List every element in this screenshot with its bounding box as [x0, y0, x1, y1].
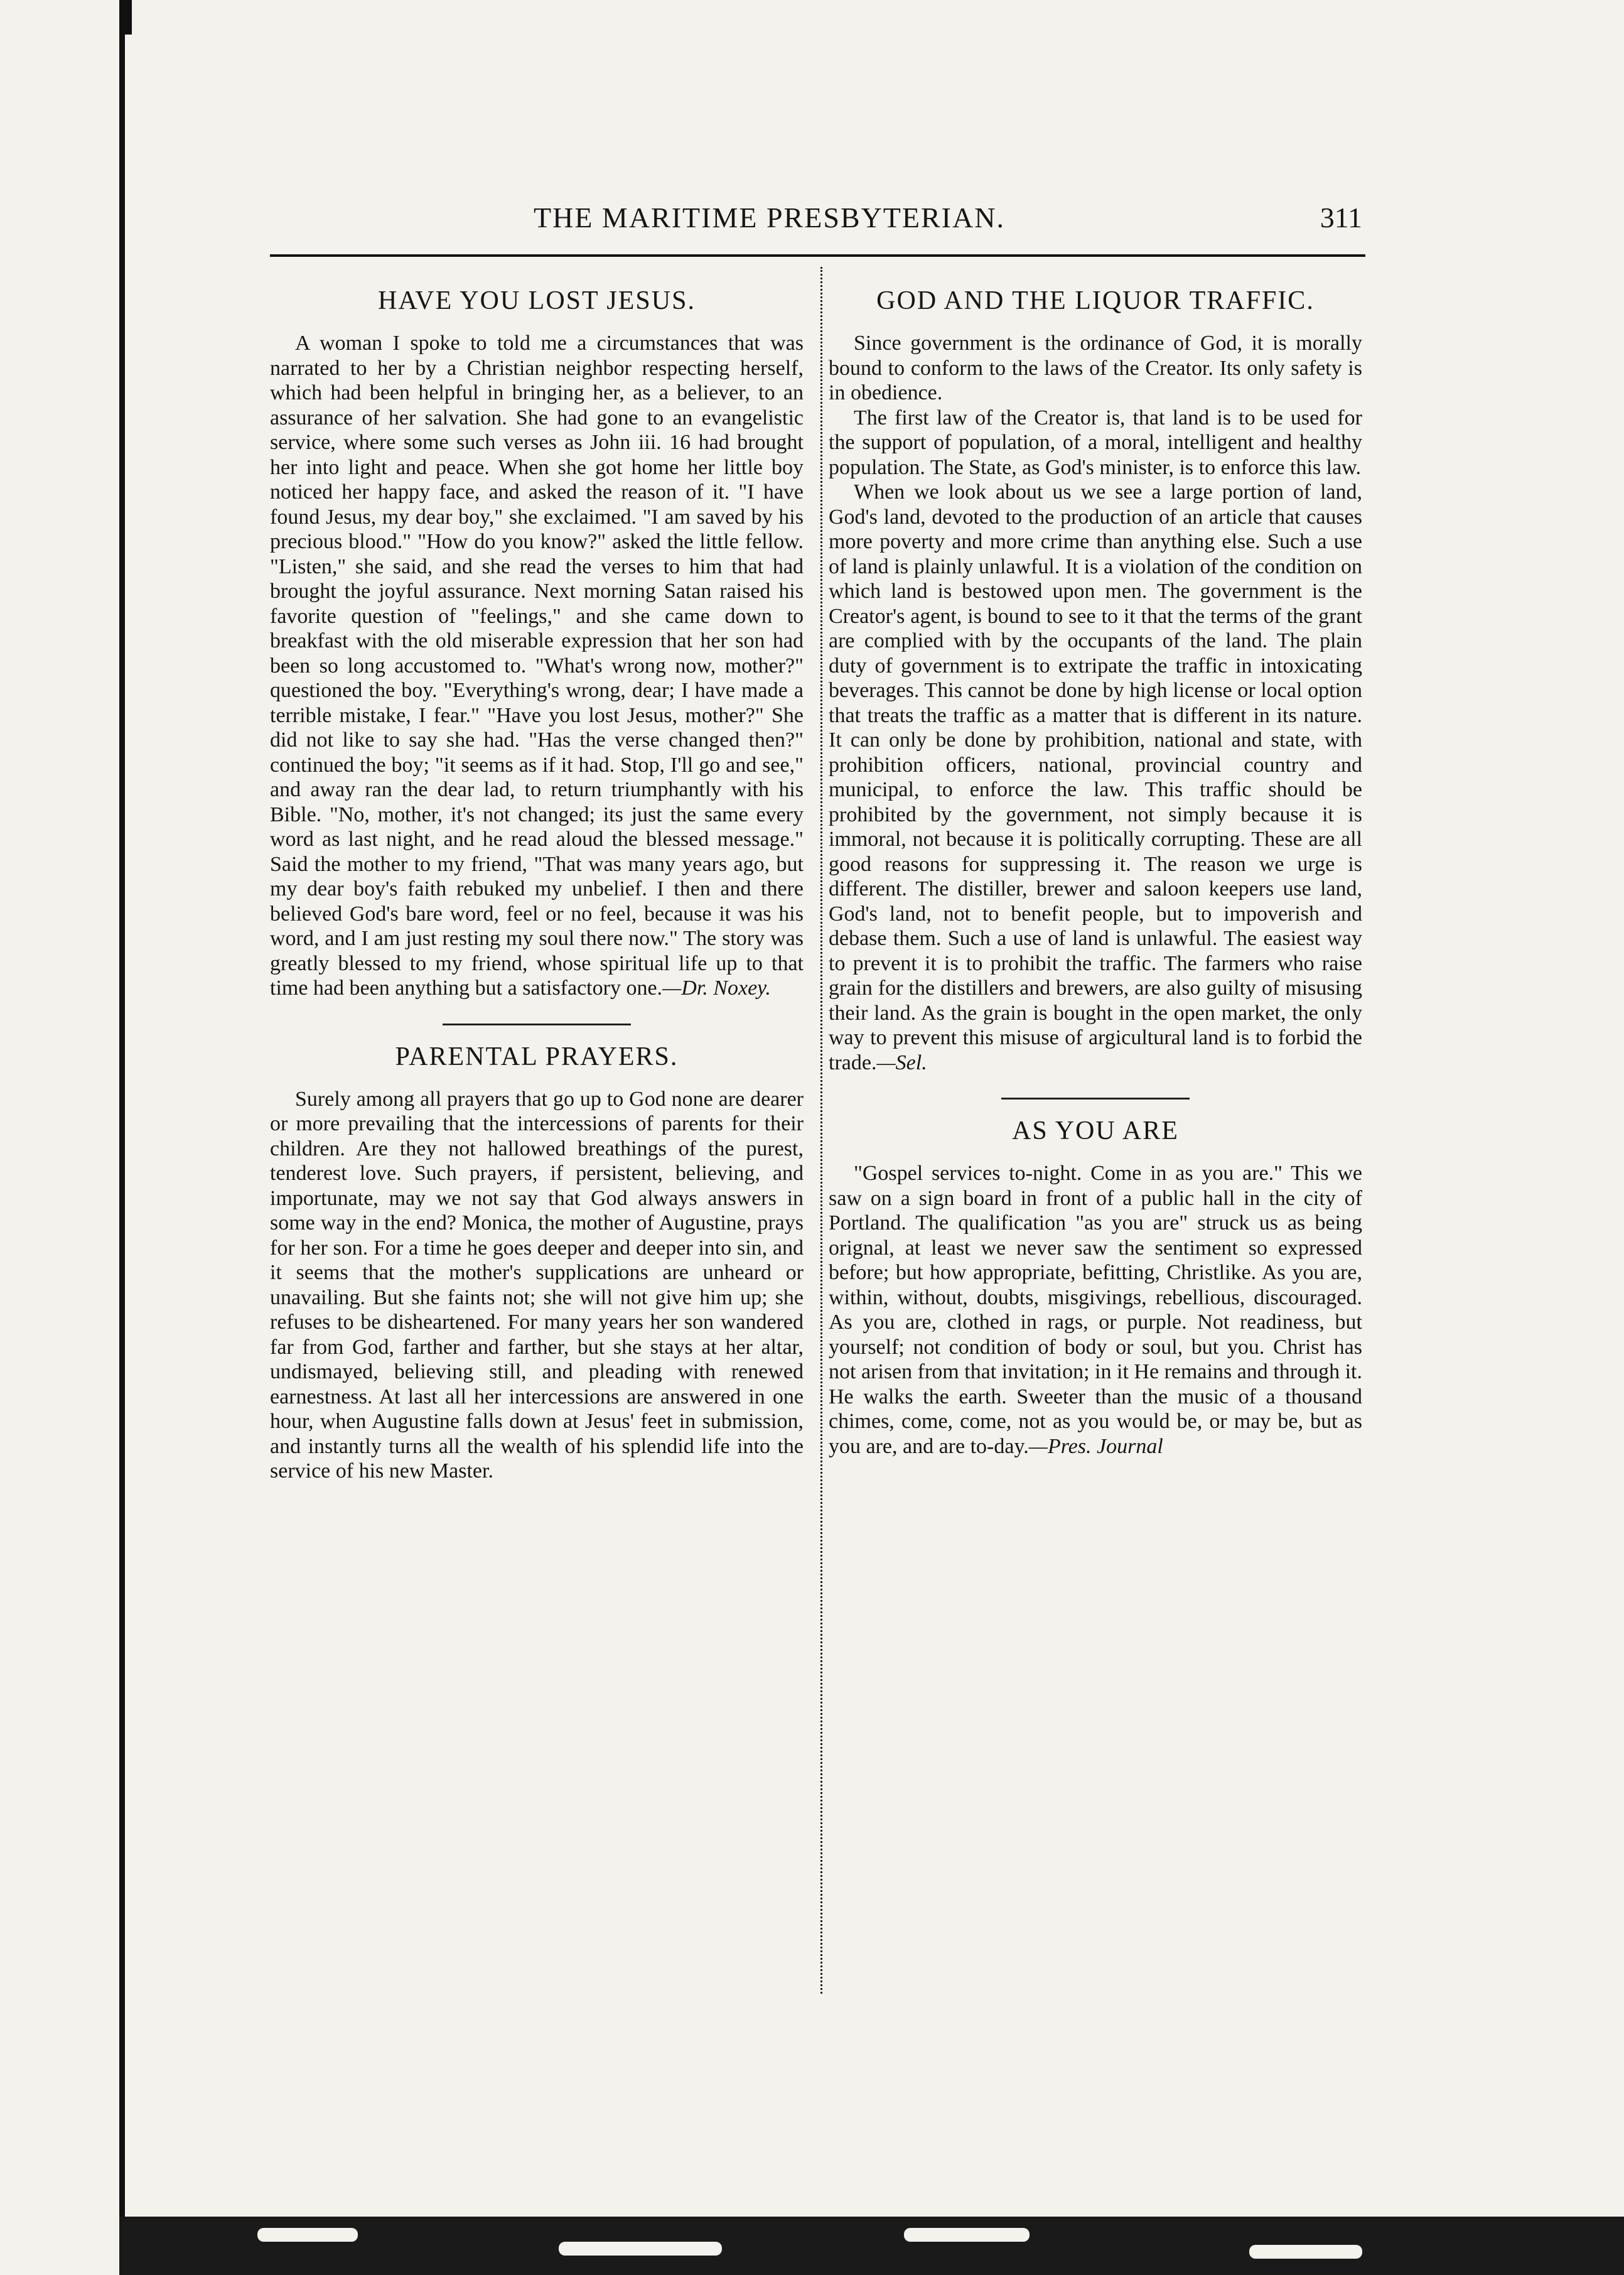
- article-title: GOD AND THE LIQUOR TRAFFIC.: [876, 286, 1315, 315]
- paragraph-text: A woman I spoke to told me a circumstances that was narrated to her by a Christian neighbor respecting herself, which had been helpful in bringing her, as a believer, to an assurance of her salvation. She had gone to an evangelistic service, where some such verses as John iii. 16 had brought her into light and peace. When she got home her little boy noticed her happy face, and asked the reason of it. "I have found Jesus, my dear boy," she exclaimed. "I am saved by his precious blood." "How do you know?" asked the little fellow. "Listen," she said, and she read the verses to him that had brought the joyful assurance. Next morning Satan raised his favorite question of "feelings," and she came down to breakfast with the old miserable expression that her son had been so long accustomed to. "What's wrong now, mother?" questioned the boy. "Everything's wrong, dear; I have made a terrible mistake, I fear." "Have you lost Jesus, mother?" She did not like to say she had. "Has the verse changed then?" continued the boy; "it seems as if it had. Stop, I'll go and see," and away ran the dear lad, to return triumphantly with his Bible. "No, mother, it's not changed; its just the same every word as last night, and he read aloud the blessed message." Said the mother to my friend, "That was many years ago, but my dear boy's faith rebuked my unbelief. I then and there believed God's bare word, feel or no feel, because it was his word, and I am just resting my soul there now." The story was greatly blessed to my friend, whose spiritual life up to that time had been anything but a satisfactory one.: [270, 332, 804, 1000]
- article-parental-prayers: [270, 1042, 804, 1484]
- article-signature: —Sel.: [876, 1051, 927, 1074]
- left-column: [270, 286, 804, 1484]
- article-signature: —Dr. Noxey.: [662, 976, 771, 1000]
- header-rule: [270, 254, 1365, 257]
- running-header: [270, 201, 1362, 245]
- section-rule: [443, 1024, 631, 1025]
- article-title: PARENTAL PRAYERS.: [395, 1042, 679, 1071]
- paragraph-text: "Gospel services to-night. Come in as you are." This we saw on a sign board in front of a public hall in the city of Portland. The qualification "as you are" struck us as being orignal, at least we never saw the sentiment so expressed before; but how appropriate, befitting, Christlike. As you are, within, without, doubts, misgivings, rebellious, discouraged. As you are, clothed in rags, or purple. Not readiness, but yourself; not condition of body or soul, but you. Christ has not arisen from that invitation; in it He remains and through it. He walks the earth. Sweeter than the music of a thousand chimes, come, come, not as you would be, or may be, but as you are, and are to-day.: [829, 1162, 1362, 1458]
- article-paragraph: Surely among all prayers that go up to God none are dearer or more prevailing that the intercessions of parents for their children. Are they not hallowed breathings of the purest, tenderest love. Such prayers, if persistent, believing, and importunate, may we not say that God always answers in some way in the end? Monica, the mother of Augustine, prays for her son. For a time he goes deeper and deeper into sin, and it seems that the mother's supplications are unheard or unavailing. But she faints not; she will not give him up; she refuses to be disheartened. For many years her son wandered far from God, farther and farther, but she stays at her altar, undismayed, believing still, and pleading with renewed earnestness. At last all her intercessions are answered in one hour, when Augustine falls down at Jesus' feet in submission, and instantly turns all the wealth of his splendid life into the service of his new Master.: [270, 1087, 804, 1483]
- column-divider: [820, 267, 824, 1994]
- article-god-and-the-liquor-traffic: [829, 286, 1362, 1075]
- article-paragraph: The first law of the Creator is, that land is to be used for the support of population, of a moral, intelligent and healthy population. The State, as God's minister, is to enforce this law.: [829, 406, 1362, 479]
- journal-title: THE MARITIME PRESBYTERIAN.: [534, 202, 1005, 234]
- page-bottom-edge: [119, 2217, 1624, 2275]
- page-edge-mark: [123, 0, 132, 35]
- article-paragraph: [829, 1161, 1362, 1459]
- right-column: [829, 286, 1362, 1459]
- article-paragraph: [829, 480, 1362, 1075]
- article-title: AS YOU ARE: [1012, 1116, 1179, 1145]
- section-rule: [1001, 1098, 1190, 1100]
- article-as-you-are: [829, 1116, 1362, 1459]
- page-left-edge: [119, 0, 125, 2217]
- article-have-you-lost-jesus: [270, 286, 804, 1001]
- page-number: 311: [1320, 202, 1362, 234]
- paragraph-text: When we look about us we see a large portion of land, God's land, devoted to the production of an article that causes more poverty and more crime than anything else. Such a use of land is plainly unlawful. It is a violation of the condition on which land is bestowed upon men. The government is the Creator's agent, is bound to see to it that the terms of the grant are complied with by the occupants of the land. The plain duty of government is to extripate the traffic in intoxicating beverages. This cannot be done by high license or local option that treats the traffic as a matter that is different in its nature. It can only be done by prohibition, national and state, with prohibition officers, national, provincial country and municipal, to enforce the law. This traffic should be prohibited by the government, not simply because it is immoral, not because it is politically corrupting. These are all good reasons for suppressing it. The reason we urge is different. The distiller, brewer and saloon keepers use land, God's land, not to benefit people, but to impoverish and debase them. Such a use of land is unlawful. The easiest way to prevent it is to prohibit the traffic. The farmers who raise grain for the distillers and brewers, are also guilty of misusing their land. As the grain is bought in the open market, the only way to prevent this misuse of argicultural land is to forbid the trade.: [829, 480, 1362, 1074]
- article-paragraph: [270, 331, 804, 1001]
- article-paragraph: Since government is the ordinance of God, it is morally bound to conform to the laws of the Creator. Its only safety is in obedience.: [829, 332, 1362, 404]
- article-signature: —Pres. Journal: [1028, 1434, 1163, 1458]
- article-title: HAVE YOU LOST JESUS.: [378, 286, 696, 315]
